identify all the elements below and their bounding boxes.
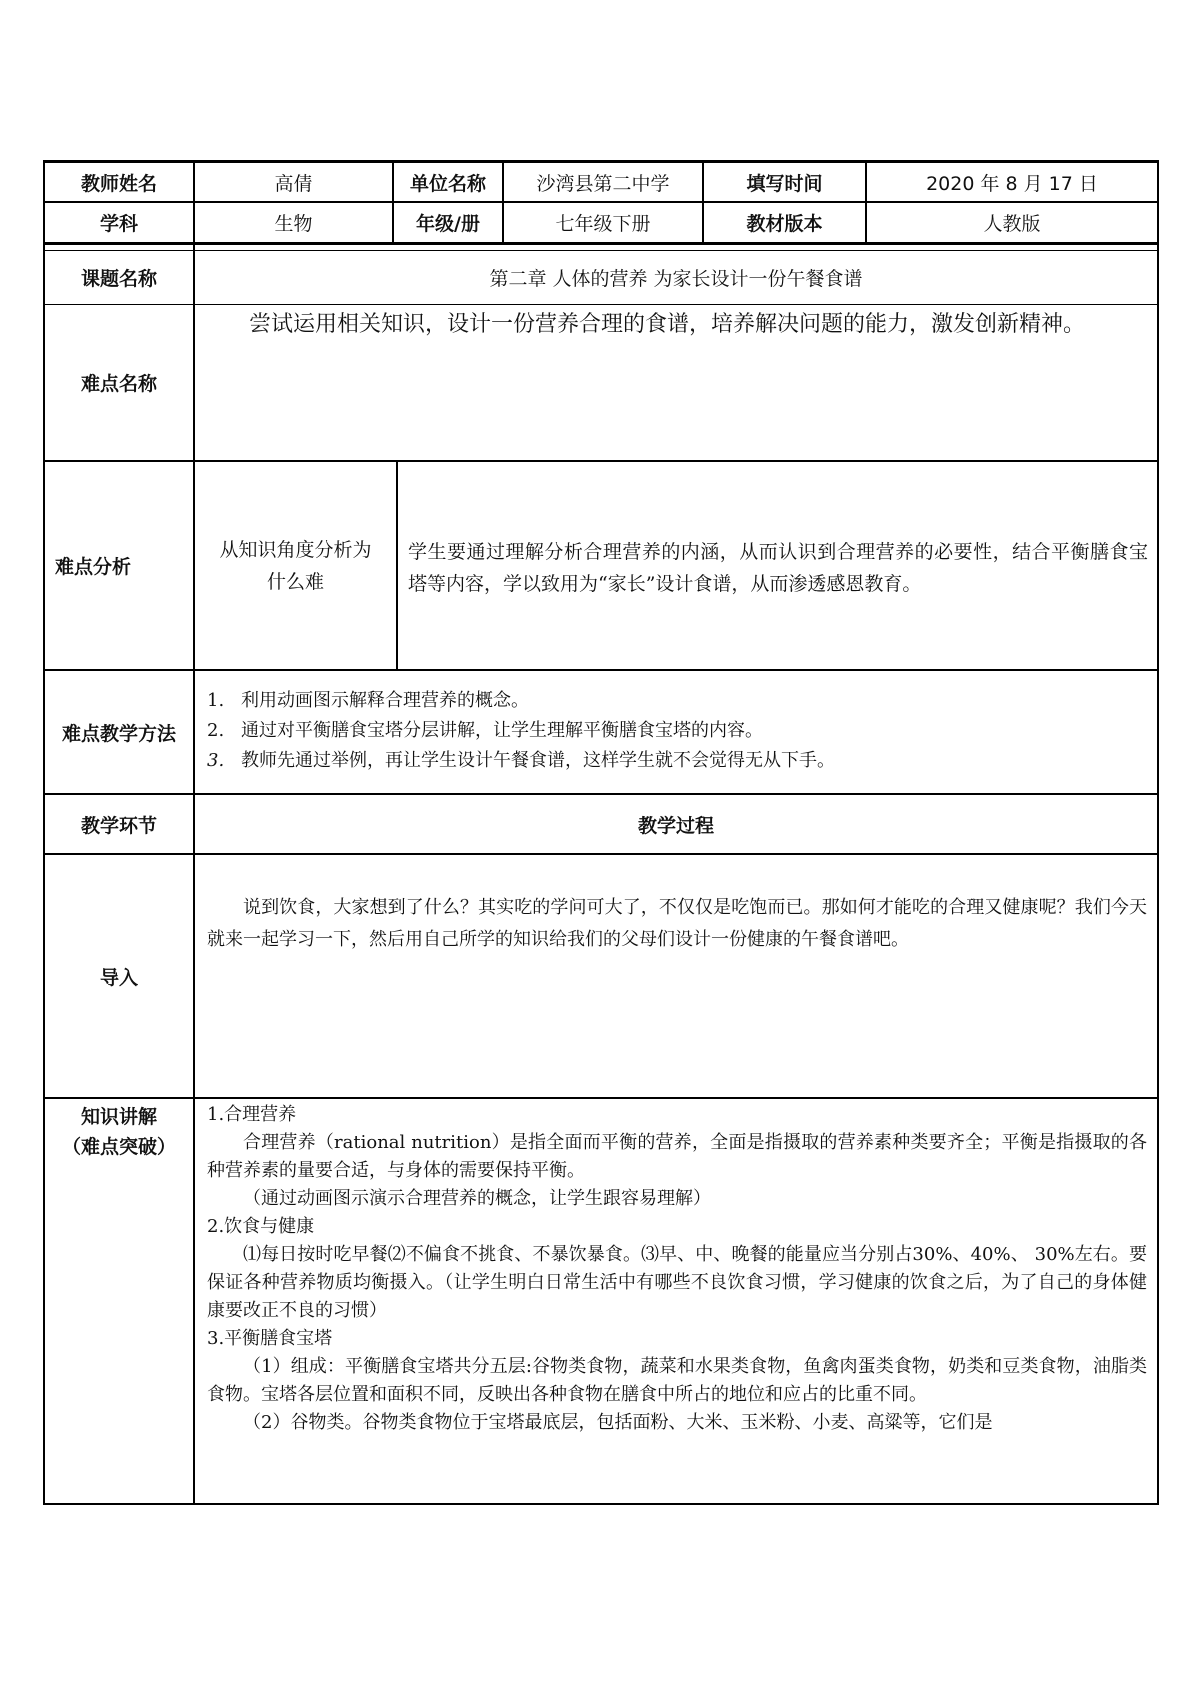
teacher-value: 高倩	[274, 172, 313, 195]
table-border	[43, 669, 1159, 671]
topic-value: 第二章 人体的营养 为家长设计一份午餐食谱	[489, 268, 863, 290]
knowledge-line: （通过动画图示演示合理营养的概念，让学生跟容易理解）	[243, 1188, 711, 1209]
method-list	[207, 686, 1147, 776]
knowledge-line: 3.平衡膳食宝塔	[207, 1328, 333, 1349]
table-border	[43, 1503, 1159, 1505]
subject-label: 学科	[99, 213, 138, 235]
list-item: 3. 教师先通过举例，再让学生设计午餐食谱，这样学生就不会觉得无从下手。	[207, 750, 835, 771]
knowledge-line: ⑴每日按时吃早餐⑵不偏食不挑食、不暴饮暴食。⑶早、中、晚餐的能量应当分别占30%、40%、 30%左右。要保证各种营养物质均衡摄入。（让学生明白日常生活中有哪些不良饮食习惯，学习健康的饮食之后，为了自己的身体健康要改正不良的习惯）	[207, 1244, 1147, 1321]
analysis-sub-label	[195, 462, 396, 669]
topic-label: 课题名称	[80, 268, 157, 290]
knowledge-line: （1）组成：平衡膳食宝塔共分五层:谷物类食物，蔬菜和水果类食物，鱼禽肉蛋类食物，奶类和豆类食物，油脂类食物。宝塔各层位置和面积不同，反映出各种食物在膳食中所占的地位和应占的比重不同。	[207, 1356, 1147, 1405]
knowledge-content	[207, 1101, 1147, 1437]
process-label: 教学环节	[80, 814, 157, 837]
teacher-label: 教师姓名	[80, 172, 157, 195]
date-label: 填写时间	[746, 172, 823, 195]
table-border	[396, 460, 398, 671]
grade-value: 七年级下册	[555, 213, 651, 235]
analysis-label: 难点分析	[55, 556, 132, 578]
table-border	[1157, 160, 1159, 1505]
edition-value: 人教版	[983, 213, 1041, 235]
difficulty-label: 难点名称	[80, 373, 157, 395]
table-border	[43, 1097, 1159, 1099]
date-value: 2020 年 8 月 17 日	[926, 172, 1098, 195]
list-item: 1. 利用动画图示解释合理营养的概念。	[207, 690, 529, 711]
list-item: 2. 通过对平衡膳食宝塔分层讲解，让学生理解平衡膳食宝塔的内容。	[207, 720, 763, 741]
grade-label: 年级/册	[416, 213, 480, 235]
table-border	[43, 242, 1159, 245]
knowledge-line: 1.合理营养	[207, 1104, 297, 1125]
intro-label: 导入	[99, 966, 138, 989]
table-border	[43, 853, 1159, 855]
knowledge-label	[45, 1099, 193, 1165]
analysis-value: 学生要通过理解分析合理营养的内涵，从而认识到合理营养的必要性，结合平衡膳食宝塔等内容，学以致用为“家长”设计食谱，从而渗透感恩教育。	[408, 541, 1148, 595]
intro-value: 说到饮食，大家想到了什么？其实吃的学问可大了，不仅仅是吃饱而已。那如何才能吃的合理又健康呢？我们今天就来一起学习一下，然后用自己所学的知识给我们的父母们设计一份健康的午餐食谱吧。	[207, 897, 1147, 950]
analysis-sub-label-line-1: 从知识角度分析为	[219, 538, 372, 561]
knowledge-label-line-1: 知识讲解	[80, 1106, 157, 1128]
unit-value: 沙湾县第二中学	[536, 172, 670, 195]
subject-value: 生物	[274, 213, 313, 235]
difficulty-value: 尝试运用相关知识，设计一份营养合理的食谱，培养解决问题的能力，激发创新精神。	[249, 312, 1086, 337]
process-value: 教学过程	[637, 814, 714, 837]
method-label: 难点教学方法	[61, 722, 176, 745]
knowledge-line: 合理营养（rational nutrition）是指全面而平衡的营养，全面是指摄取的营养素种类要齐全；平衡是指摄取的各种营养素的量要合适，与身体的需要保持平衡。	[207, 1132, 1147, 1181]
knowledge-line: （2）谷物类。谷物类食物位于宝塔最底层，包括面粉、大米、玉米粉、小麦、高粱等，它们是	[243, 1412, 993, 1433]
analysis-sub-label-line-2: 什么难	[266, 570, 324, 593]
edition-label: 教材版本	[746, 213, 823, 235]
knowledge-label-line-2: （难点突破）	[61, 1136, 176, 1158]
unit-label: 单位名称	[409, 172, 486, 195]
knowledge-line: 2.饮食与健康	[207, 1216, 315, 1237]
